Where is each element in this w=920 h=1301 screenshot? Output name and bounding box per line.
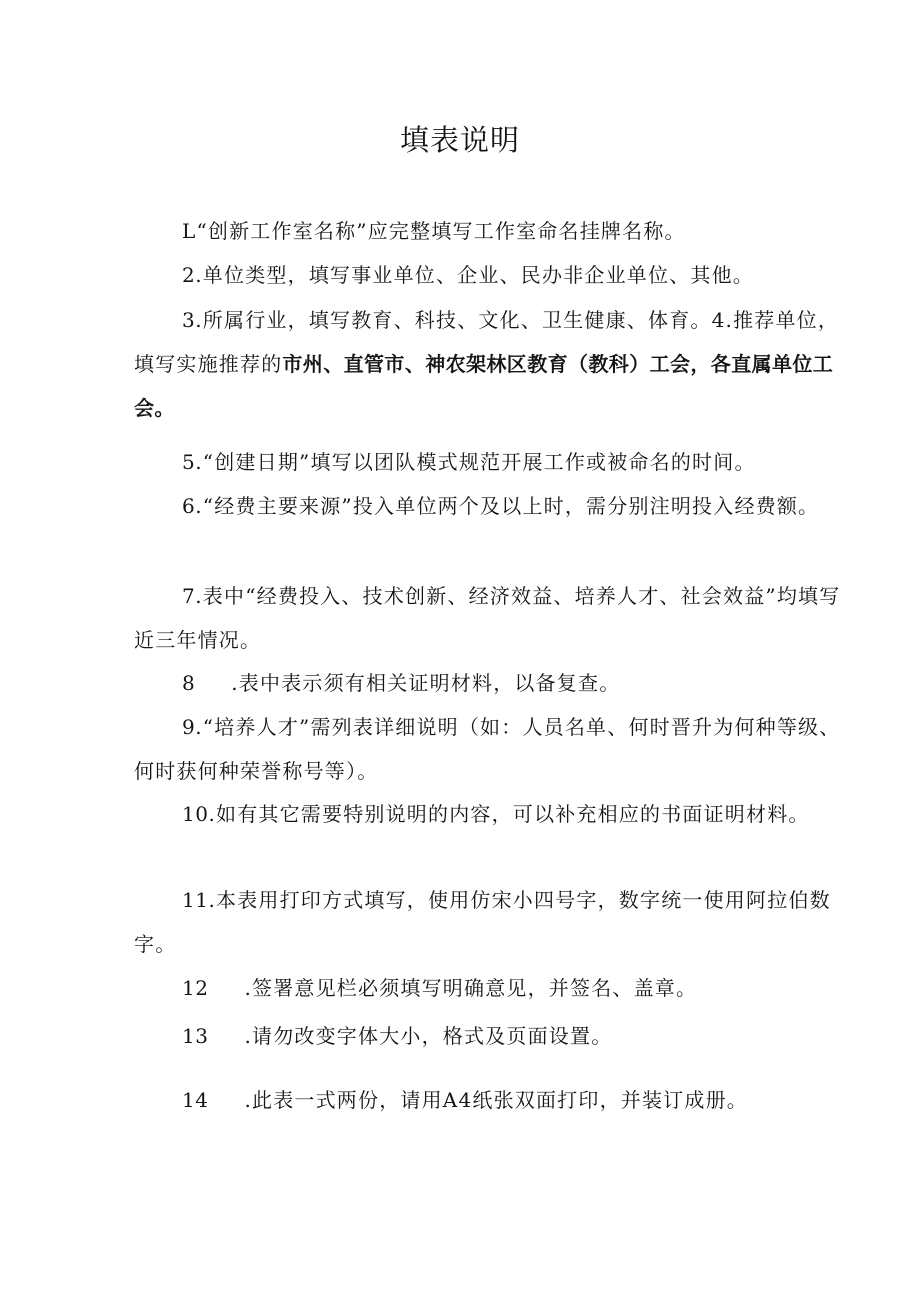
instruction-text: .请勿改变字体大小，格式及页面设置。 xyxy=(244,1024,613,1048)
instruction-item-1 xyxy=(134,209,842,253)
instruction-text: .此表一式两份，请用A4纸张双面打印，并装订成册。 xyxy=(244,1088,748,1112)
instruction-number: 12 xyxy=(182,976,209,1000)
instruction-item-13 xyxy=(134,1014,842,1058)
instruction-number: 3 xyxy=(182,308,196,332)
instruction-text: .“培养人才”需列表详细说明（如：人员名单、何时晋升为何种等级、何时获何种荣誉称号等）。 xyxy=(134,715,841,783)
instruction-text: .“经费主要来源”投入单位两个及以上时，需分别注明投入经费额。 xyxy=(195,494,820,518)
instruction-item-7 xyxy=(134,574,842,662)
instruction-item-6 xyxy=(134,484,842,528)
instruction-text: .表中表示须有相关证明材料，以备复查。 xyxy=(231,671,621,695)
instruction-number: 8 xyxy=(182,671,196,695)
instruction-text: .如有其它需要特别说明的内容，可以补充相应的书面证明材料。 xyxy=(208,802,810,826)
instruction-item-12 xyxy=(134,966,842,1010)
instruction-number: 6 xyxy=(182,494,196,518)
instruction-text: L“创新工作室名称”应完整填写工作室命名挂牌名称。 xyxy=(182,219,686,243)
instruction-text: .“创建日期”填写以团队模式规范开展工作或被命名的时间。 xyxy=(195,450,756,474)
instruction-number: 10 xyxy=(182,802,209,826)
instruction-item-10 xyxy=(134,792,842,836)
instruction-text: .签署意见栏必须填写明确意见，并签名、盖章。 xyxy=(244,976,698,1000)
instruction-item-11 xyxy=(134,878,842,966)
instruction-item-2 xyxy=(134,253,842,297)
instruction-text: .单位类型，填写事业单位、企业、民办非企业单位、其他。 xyxy=(195,263,754,287)
instruction-number: 14 xyxy=(182,1088,209,1112)
instruction-item-3 xyxy=(134,298,842,430)
instruction-number: 5 xyxy=(182,450,196,474)
instruction-bold-text: 市州、直管市、神农架林区教育（教科）工会，各直属单位工会。 xyxy=(134,352,834,420)
instruction-text: .本表用打印方式填写，使用仿宋小四号字，数字统一使用阿拉伯数字。 xyxy=(134,888,831,956)
instruction-number: 9 xyxy=(182,715,196,739)
instruction-item-8 xyxy=(134,661,842,705)
instruction-item-9 xyxy=(134,705,842,793)
instruction-number: 13 xyxy=(182,1024,209,1048)
page-title: 填表说明 xyxy=(399,123,520,157)
instruction-text: .所属行业，填写教育、科技、文化、卫生健康、体育。4.推荐单位，填写实施推荐的 xyxy=(134,308,840,376)
instruction-number: 7 xyxy=(182,584,196,608)
instruction-text: .表中“经费投入、技术创新、经济效益、培养人才、社会效益”均填写近三年情况。 xyxy=(134,584,841,652)
instruction-number: 2 xyxy=(182,263,196,287)
instruction-number: 11 xyxy=(182,888,209,912)
instruction-item-5 xyxy=(134,440,842,484)
instruction-item-14 xyxy=(134,1078,842,1122)
